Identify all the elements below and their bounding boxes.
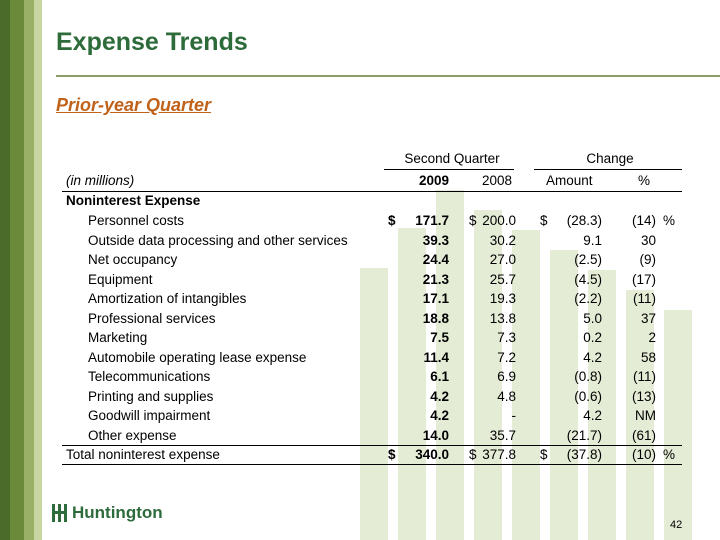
row-label: Net occupancy	[88, 252, 178, 267]
row-amount: (2.5)	[574, 252, 602, 267]
total-percent-symbol: %	[663, 447, 676, 462]
row-prior: 25.7	[489, 271, 516, 287]
total-prior: 377.8	[482, 447, 516, 462]
left-stripe-pale	[34, 0, 42, 540]
row-amount: (0.6)	[574, 388, 602, 404]
section-row	[62, 192, 682, 210]
row-percent: 30	[640, 232, 656, 248]
huntington-logo	[52, 503, 163, 523]
row-prior: 7.2	[497, 349, 516, 365]
row-label: Marketing	[88, 330, 148, 345]
row-amount: (0.8)	[574, 369, 602, 384]
row-percent: (14)	[631, 213, 656, 228]
col-header-percent: %	[638, 173, 651, 188]
row-label: Printing and supplies	[88, 388, 214, 404]
total-percent: (10)	[631, 447, 656, 462]
row-prior: 7.3	[497, 330, 516, 345]
row-percent: 2	[648, 330, 656, 345]
row-cur: 21.3	[422, 271, 449, 287]
page-number: 42	[670, 519, 683, 531]
row-prior: 35.7	[489, 427, 516, 443]
row-prior: 27.0	[489, 252, 516, 267]
left-stripe-light	[24, 0, 34, 540]
row-amount: 9.1	[583, 232, 602, 248]
row-label: Amortization of intangibles	[88, 291, 247, 306]
row-amount: 0.2	[583, 330, 602, 345]
row-cur: 18.8	[422, 310, 449, 326]
row-cur: 14.0	[422, 427, 449, 443]
row-percent: 37	[640, 310, 656, 326]
group-header-second-quarter: Second Quarter	[404, 151, 500, 166]
row-cur: 171.7	[415, 213, 449, 228]
row-cur-symbol: $	[388, 213, 396, 228]
row-cur: 7.5	[430, 330, 449, 345]
row-prior-symbol: $	[469, 213, 477, 228]
col-header-2009: 2009	[418, 173, 449, 188]
row-prior: 6.9	[497, 369, 516, 384]
row-cur: 4.2	[430, 388, 449, 404]
row-label: Automobile operating lease expense	[88, 349, 307, 365]
row-percent: (11)	[632, 291, 656, 306]
row-amount: 5.0	[583, 310, 602, 326]
row-percent: 58	[640, 349, 656, 365]
logo-text: Huntington	[72, 503, 163, 522]
row-percent: (17)	[631, 271, 656, 287]
table-row	[62, 212, 682, 230]
row-cur: 39.3	[422, 232, 449, 248]
row-prior: 13.8	[489, 310, 516, 326]
row-percent: NM	[635, 408, 656, 423]
row-label: Personnel costs	[88, 213, 185, 228]
row-amount: (21.7)	[566, 427, 602, 443]
huntington-mark-icon	[52, 504, 68, 522]
group-header-row	[62, 150, 682, 168]
row-prior: 19.3	[489, 291, 516, 306]
row-percent: (11)	[632, 369, 656, 384]
row-prior: 200.0	[482, 213, 516, 228]
row-amount: (2.2)	[574, 291, 602, 306]
row-percent: (13)	[631, 388, 656, 404]
left-stripe-dark	[0, 0, 10, 540]
row-amount: 4.2	[583, 349, 602, 365]
row-cur: 17.1	[422, 291, 449, 306]
table-row	[62, 329, 682, 347]
row-percent: (61)	[631, 427, 656, 443]
total-amount: (37.8)	[566, 447, 602, 462]
row-amount-symbol: $	[540, 213, 548, 228]
left-stripe-mid	[10, 0, 24, 540]
total-prior-symbol: $	[469, 447, 477, 462]
row-cur: 6.1	[430, 369, 449, 384]
row-amount: (4.5)	[574, 271, 602, 287]
section-label: Noninterest Expense	[66, 193, 201, 208]
row-label: Equipment	[88, 271, 153, 287]
slide-title: Expense Trends	[56, 28, 248, 56]
row-prior: 4.8	[497, 388, 516, 404]
row-cur: 11.4	[423, 349, 449, 365]
group-underline-left	[384, 169, 514, 170]
title-rule	[56, 75, 720, 77]
row-prior: -	[511, 408, 516, 423]
table-row	[62, 388, 682, 406]
row-cur: 24.4	[422, 252, 449, 267]
row-cur: 4.2	[430, 408, 449, 423]
total-underline	[62, 464, 682, 465]
table-row	[62, 271, 682, 289]
total-cur-symbol: $	[388, 447, 396, 462]
total-label: Total noninterest expense	[66, 447, 220, 462]
table-row	[62, 232, 682, 250]
row-label: Goodwill impairment	[88, 408, 211, 423]
group-header-change: Change	[586, 151, 634, 166]
row-percent: (9)	[639, 252, 656, 267]
row-percent-symbol: %	[663, 213, 676, 228]
total-cur: 340.0	[415, 447, 449, 462]
row-amount: 4.2	[583, 408, 602, 423]
table-row	[62, 368, 682, 386]
col-header-amount: Amount	[546, 173, 593, 188]
total-row	[62, 446, 682, 464]
table-row	[62, 290, 682, 308]
group-underline-right	[534, 169, 682, 170]
table-row	[62, 349, 682, 367]
row-label: Other expense	[88, 427, 177, 443]
row-label: Telecommunications	[88, 369, 211, 384]
row-label: Outside data processing and other services	[88, 232, 348, 248]
table-row	[62, 407, 682, 425]
row-amount: (28.3)	[566, 213, 602, 228]
column-header-row	[62, 172, 682, 190]
units-label: (in millions)	[66, 173, 135, 188]
slide-subtitle: Prior-year Quarter	[56, 95, 212, 115]
table-row	[62, 427, 682, 445]
table-row	[62, 310, 682, 328]
total-amount-symbol: $	[540, 447, 548, 462]
table-row	[62, 251, 682, 269]
row-prior: 30.2	[489, 232, 516, 248]
col-header-2008: 2008	[481, 173, 512, 188]
row-label: Professional services	[88, 310, 216, 326]
